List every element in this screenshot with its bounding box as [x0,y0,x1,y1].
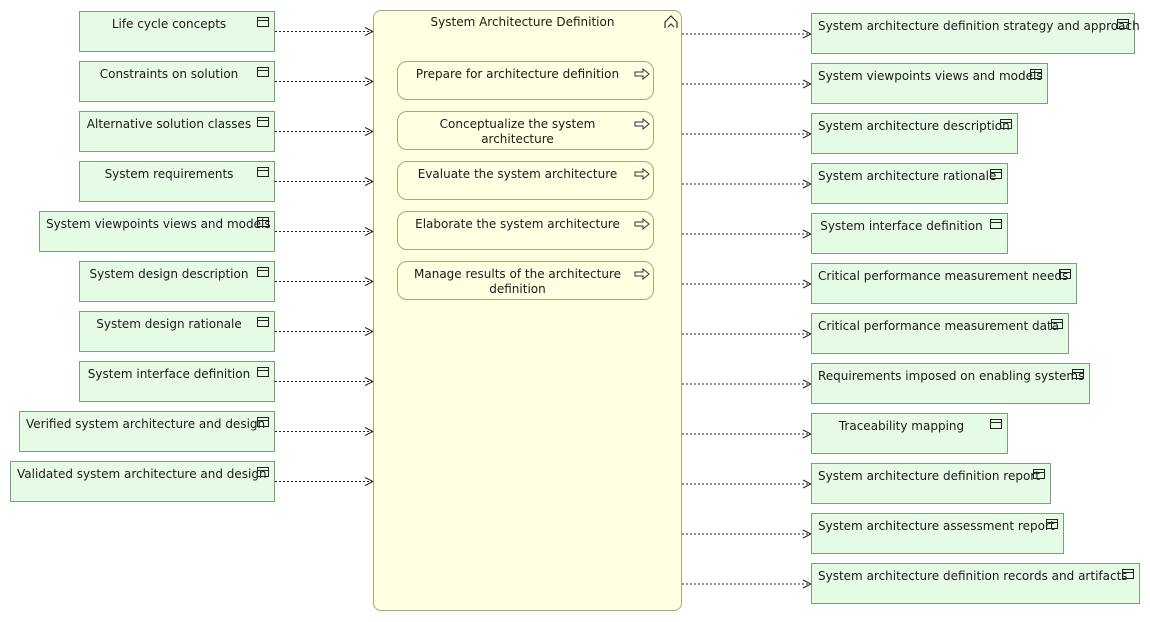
input-label: System design description [89,267,249,281]
business-object-icon [1072,369,1084,379]
output-system-architecture-definition-strategy-and-approach[interactable] [811,13,1140,54]
activity-manage-results-of-the-architecture-definition[interactable] [397,261,654,300]
process-arrow-icon [634,218,650,230]
process-arrow-icon [634,68,650,80]
output-system-architecture-definition-report[interactable] [811,463,1051,504]
process-title: System Architecture Definition [430,15,615,29]
input-label: System requirements [104,167,234,181]
business-object-icon [257,67,269,77]
output-label: System architecture description [818,119,1010,133]
input-system-viewpoints-views-and-models[interactable] [39,211,275,252]
input-label: System design rationale [96,317,242,331]
input-system-design-description[interactable] [79,261,275,302]
business-object-icon [1051,319,1063,329]
output-critical-performance-measurement-needs[interactable] [811,263,1077,304]
business-object-icon [1046,519,1058,529]
business-object-icon [990,419,1002,429]
business-object-icon [1033,469,1045,479]
input-label: System viewpoints views and models [46,217,271,231]
output-system-architecture-definition-records-and-artifacts[interactable] [811,563,1140,604]
input-alternative-solution-classes[interactable] [79,111,275,152]
output-label: System architecture assessment report [818,519,1055,533]
business-object-icon [257,267,269,277]
input-life-cycle-concepts[interactable] [79,11,275,52]
activity-label: Conceptualize the system architecture [439,117,596,146]
collapse-icon[interactable] [664,15,678,29]
output-label: System architecture rationale [818,169,997,183]
process-arrow-icon [634,168,650,180]
activity-elaborate-the-system-architecture[interactable] [397,211,654,250]
output-requirements-imposed-on-enabling-systems[interactable] [811,363,1090,404]
activity-prepare-for-architecture-definition[interactable] [397,61,654,100]
output-system-architecture-rationale[interactable] [811,163,1008,204]
process-system-architecture-definition[interactable] [373,10,682,611]
output-label: System architecture definition report [818,469,1040,483]
business-object-icon [1059,269,1071,279]
business-object-icon [257,317,269,327]
business-object-icon [1122,569,1134,579]
output-label: Critical performance measurement needs [818,269,1069,283]
activity-label: Prepare for architecture definition [415,67,620,81]
output-traceability-mapping[interactable] [811,413,1008,454]
business-object-icon [1000,119,1012,129]
input-constraints-on-solution[interactable] [79,61,275,102]
business-object-icon [257,217,269,227]
business-object-icon [257,467,269,477]
input-label: Life cycle concepts [111,17,227,31]
business-object-icon [257,367,269,377]
activity-label: Manage results of the architecture definition [414,267,621,296]
activity-conceptualize-the-system-architecture[interactable] [397,111,654,150]
input-verified-system-architecture-and-design[interactable] [19,411,275,452]
output-label: Traceability mapping [838,419,965,433]
process-arrow-icon [634,268,650,280]
input-label: Constraints on solution [99,67,239,81]
business-object-icon [990,219,1002,229]
output-label: Critical performance measurement data [818,319,1060,333]
business-object-icon [990,169,1002,179]
business-object-icon [257,167,269,177]
activity-evaluate-the-system-architecture[interactable] [397,161,654,200]
output-system-interface-definition[interactable] [811,213,1008,254]
input-label: Alternative solution classes [86,117,252,131]
input-system-requirements[interactable] [79,161,275,202]
input-system-design-rationale[interactable] [79,311,275,352]
output-label: System interface definition [820,219,983,233]
output-critical-performance-measurement-data[interactable] [811,313,1069,354]
output-system-architecture-assessment-report[interactable] [811,513,1064,554]
input-validated-system-architecture-and-design[interactable] [10,461,275,502]
output-label: System architecture definition strategy and approach [818,19,1140,33]
business-object-icon [257,417,269,427]
input-label: Validated system architecture and design [17,467,267,481]
activity-label: Elaborate the system architecture [415,217,620,231]
business-object-icon [257,17,269,27]
business-object-icon [1030,69,1042,79]
activity-label: Evaluate the system architecture [417,167,618,181]
process-arrow-icon [634,118,650,130]
output-system-architecture-description[interactable] [811,113,1018,154]
business-object-icon [257,117,269,127]
output-system-viewpoints-views-and-models[interactable] [811,63,1048,104]
input-system-interface-definition[interactable] [79,361,275,402]
business-object-icon [1117,19,1129,29]
output-label: Requirements imposed on enabling systems [818,369,1085,383]
output-label: System viewpoints views and models [818,69,1043,83]
input-label: Verified system architecture and design [26,417,266,431]
output-label: System architecture definition records and artifacts [818,569,1128,583]
input-label: System interface definition [87,367,251,381]
